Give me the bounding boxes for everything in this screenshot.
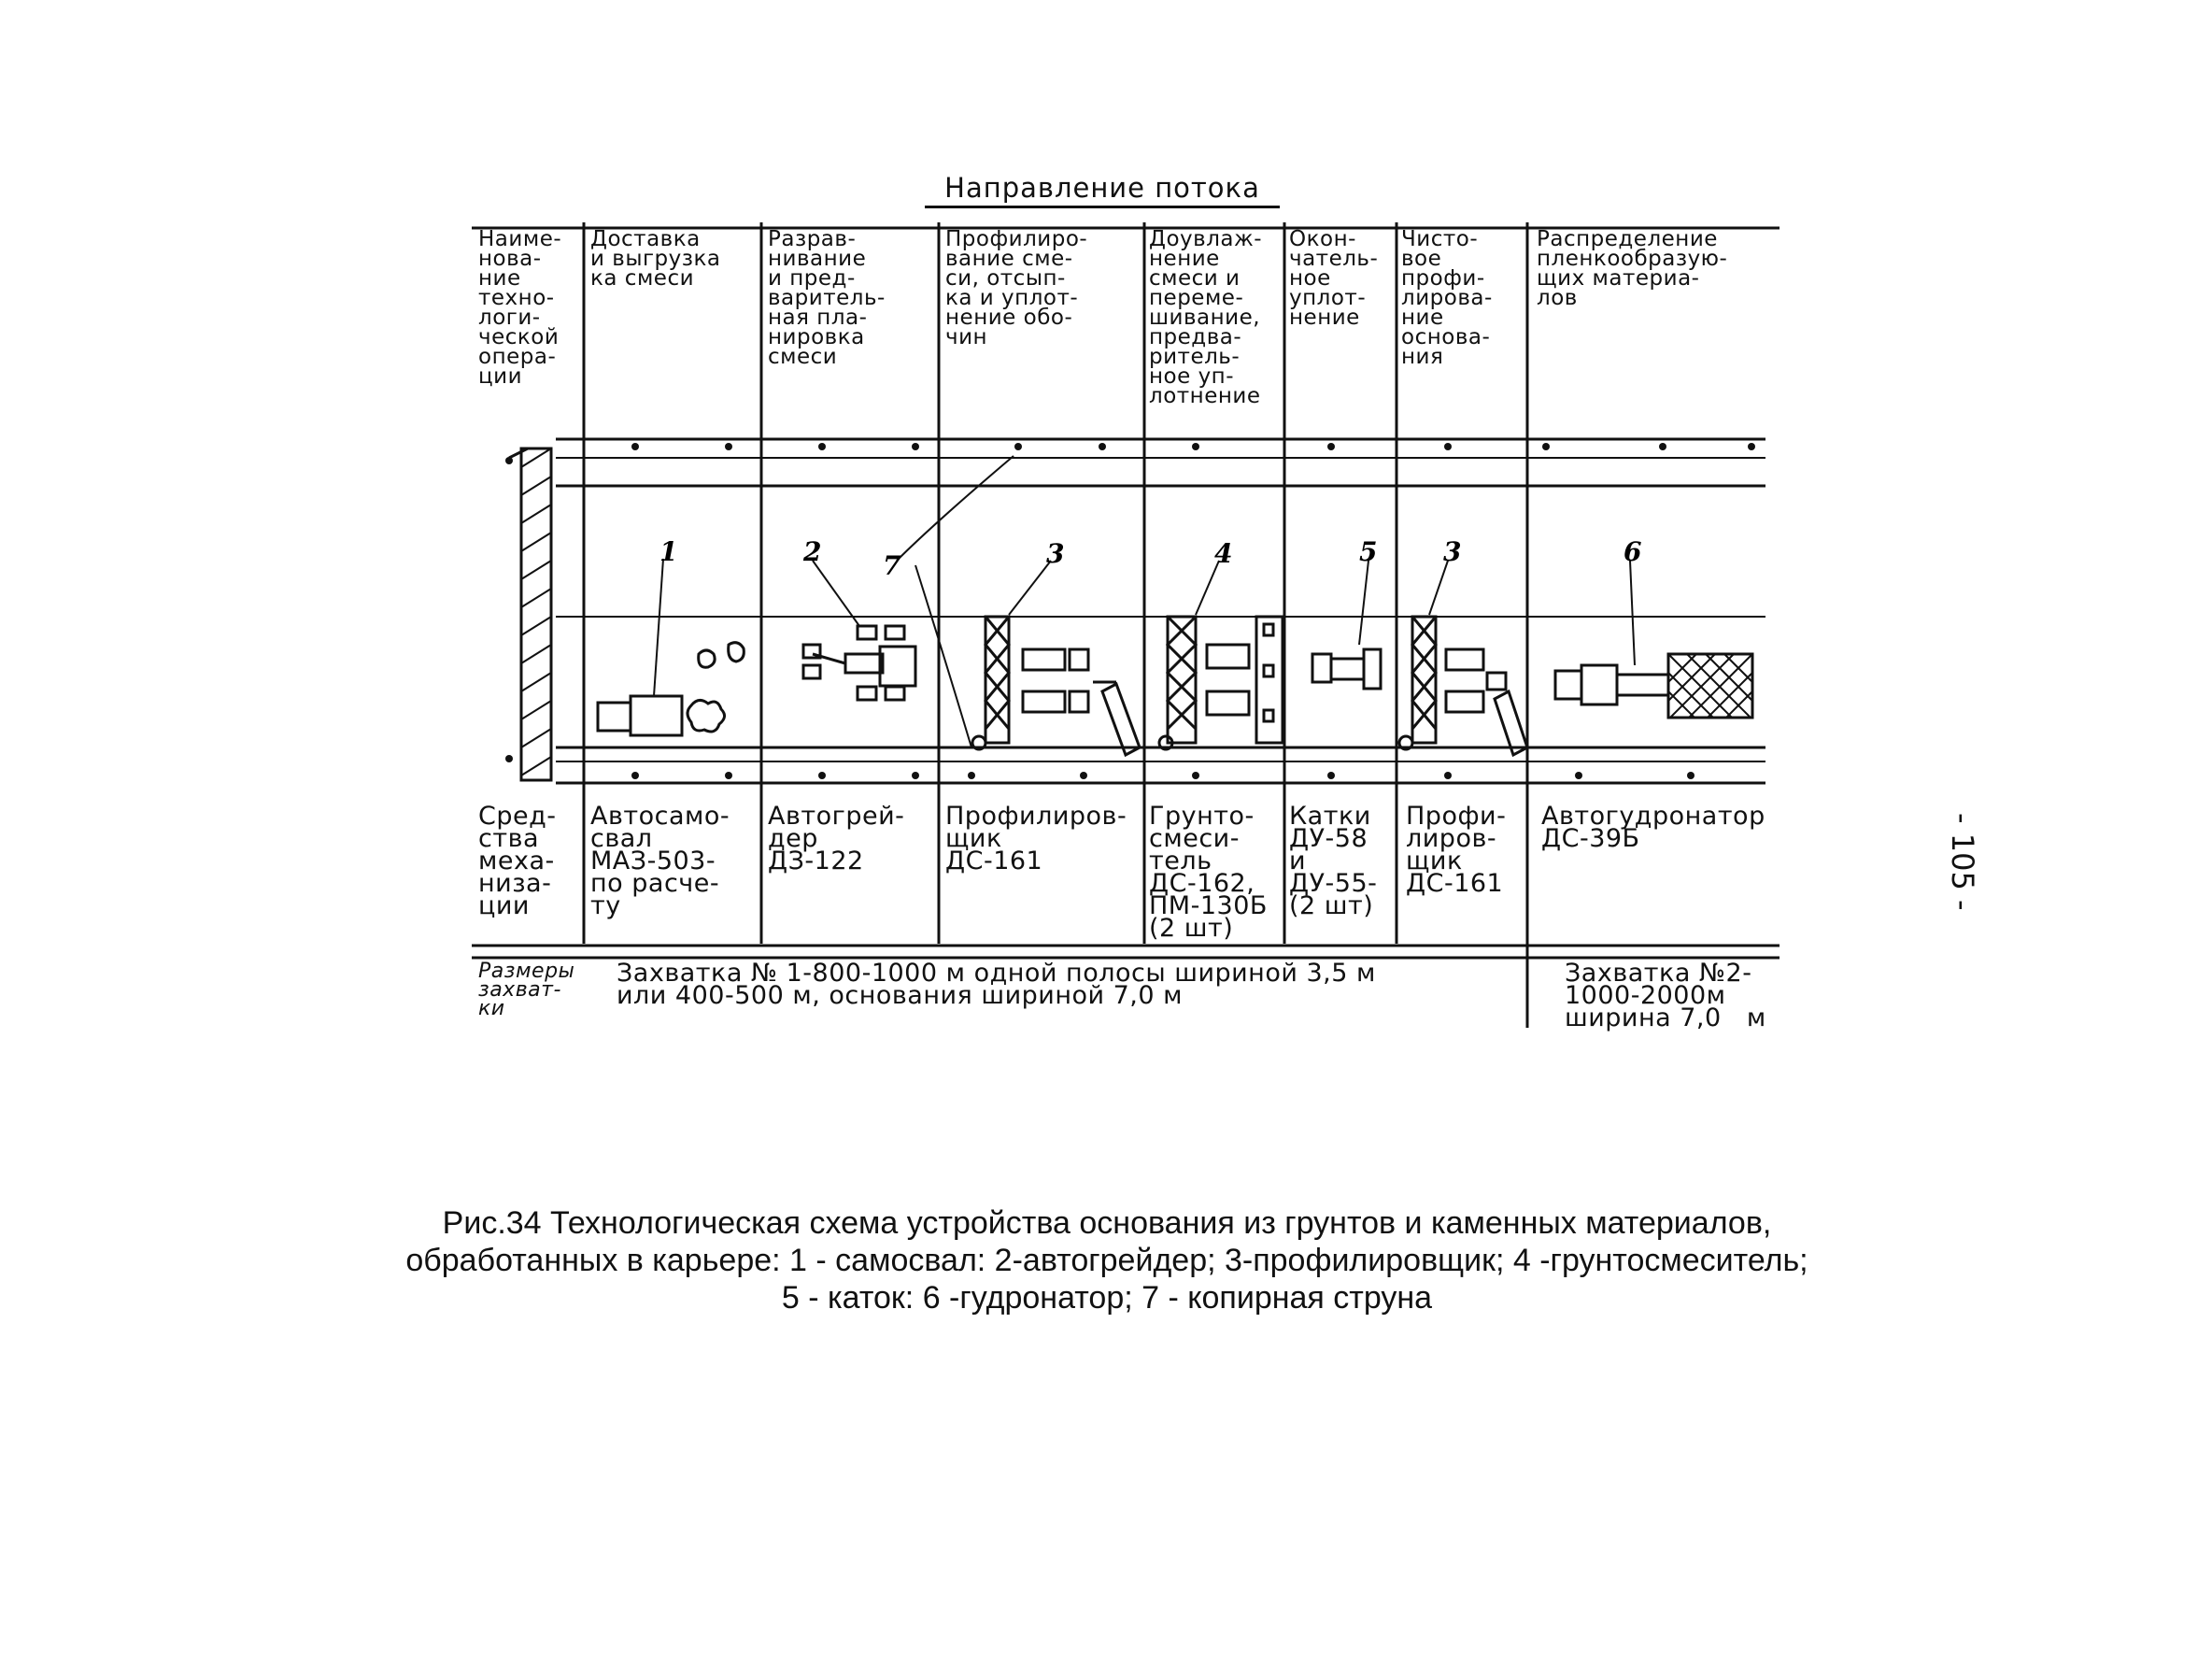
figure-caption-line-3: 5 - каток: 6 -гудронатор; 7 - копирная струна: [781, 1280, 1433, 1316]
section-2-text: Захватка №2- 1000-2000м ширина 7,0 м: [1565, 959, 1766, 1032]
diagram-label-7: 7: [883, 550, 901, 581]
machine-cell-7: Автогудронатор ДС-39Б: [1541, 802, 1765, 853]
machine-cell-2: Автогрей- дер ДЗ-122: [768, 802, 905, 875]
machines-row-label: Сред- ства меха- низа- ции: [478, 802, 557, 920]
diagram-label-2: 2: [803, 536, 822, 567]
operation-cell-4: Доувлаж- нение смеси и переме- шивание, предва- ритель- ное уп- лотнение: [1149, 227, 1263, 408]
operation-cell-7: Распределение пленкообразую- щих материа- лов: [1537, 227, 1728, 310]
diagram-label-3: 3: [1046, 538, 1065, 569]
machine-cell-5: Катки ДУ-58 и ДУ-55- (2 шт): [1289, 802, 1378, 920]
grader-icon: [803, 626, 915, 700]
section-1-text: Захватка № 1-800-1000 м одной полосы шириной 3,5 м или 400-500 м, основания шириной 7,0 м: [617, 959, 1376, 1010]
machine-cell-4: Грунто- смеси- тель ДС-162, ПМ-130Б (2 шт): [1149, 802, 1268, 943]
mixer-icon: [1159, 617, 1283, 749]
roller-icon: [1312, 649, 1381, 689]
machine-cell-3: Профилиров- щик ДС-161: [945, 802, 1127, 875]
distributor-icon: [1555, 654, 1752, 718]
operation-cell-2: Разрав- нивание и пред- варитель- ная пла- нировка смеси: [768, 227, 886, 369]
figure-caption-line-1: Рис.34 Технологическая схема устройства основания из грунтов и каменных материалов,: [442, 1205, 1772, 1241]
truck-icon: [598, 643, 744, 735]
diagram-label-1: 1: [659, 536, 678, 567]
section-size-label: Размеры захват- ки: [478, 960, 575, 1020]
diagram-label-3b: 3: [1443, 536, 1462, 567]
copy-string-lines: [897, 456, 1014, 747]
operations-row-label: Наиме- нова- ние техно- логи- ческой опера- ции: [478, 227, 562, 389]
flow-direction-title: Направление потока: [925, 172, 1280, 208]
machine-cell-6: Профи- лиров- щик ДС-161: [1406, 802, 1507, 898]
operation-cell-1: Доставка и выгрузка ка смеси: [590, 227, 721, 291]
machine-number-labels: [659, 536, 1641, 581]
figure-caption-line-2: обработанных в карьере: 1 - самосвал: 2-автогрейдер; 3-профилировщик; 4 -грунтосмеситель;: [405, 1243, 1808, 1278]
profiler-icon-2: [1399, 617, 1527, 755]
diagram-label-6: 6: [1624, 536, 1642, 567]
operation-cell-6: Чисто- вое профи- лирова- ние основа- ния: [1401, 227, 1493, 369]
operation-cell-3: Профилиро- вание сме- си, отсып- ка и уплот- нение обо- чин: [945, 227, 1088, 349]
machine-cell-1: Автосамо- свал МАЗ-503- по расче- ту: [590, 802, 730, 920]
profiler-icon: [972, 617, 1140, 755]
diagram-label-5: 5: [1359, 536, 1378, 567]
page-number: - 105 -: [1945, 813, 1980, 911]
road-plan: [505, 439, 1765, 783]
diagram-label-4: 4: [1214, 538, 1233, 569]
operation-cell-5: Окон- чатель- ное уплот- нение: [1289, 227, 1379, 330]
